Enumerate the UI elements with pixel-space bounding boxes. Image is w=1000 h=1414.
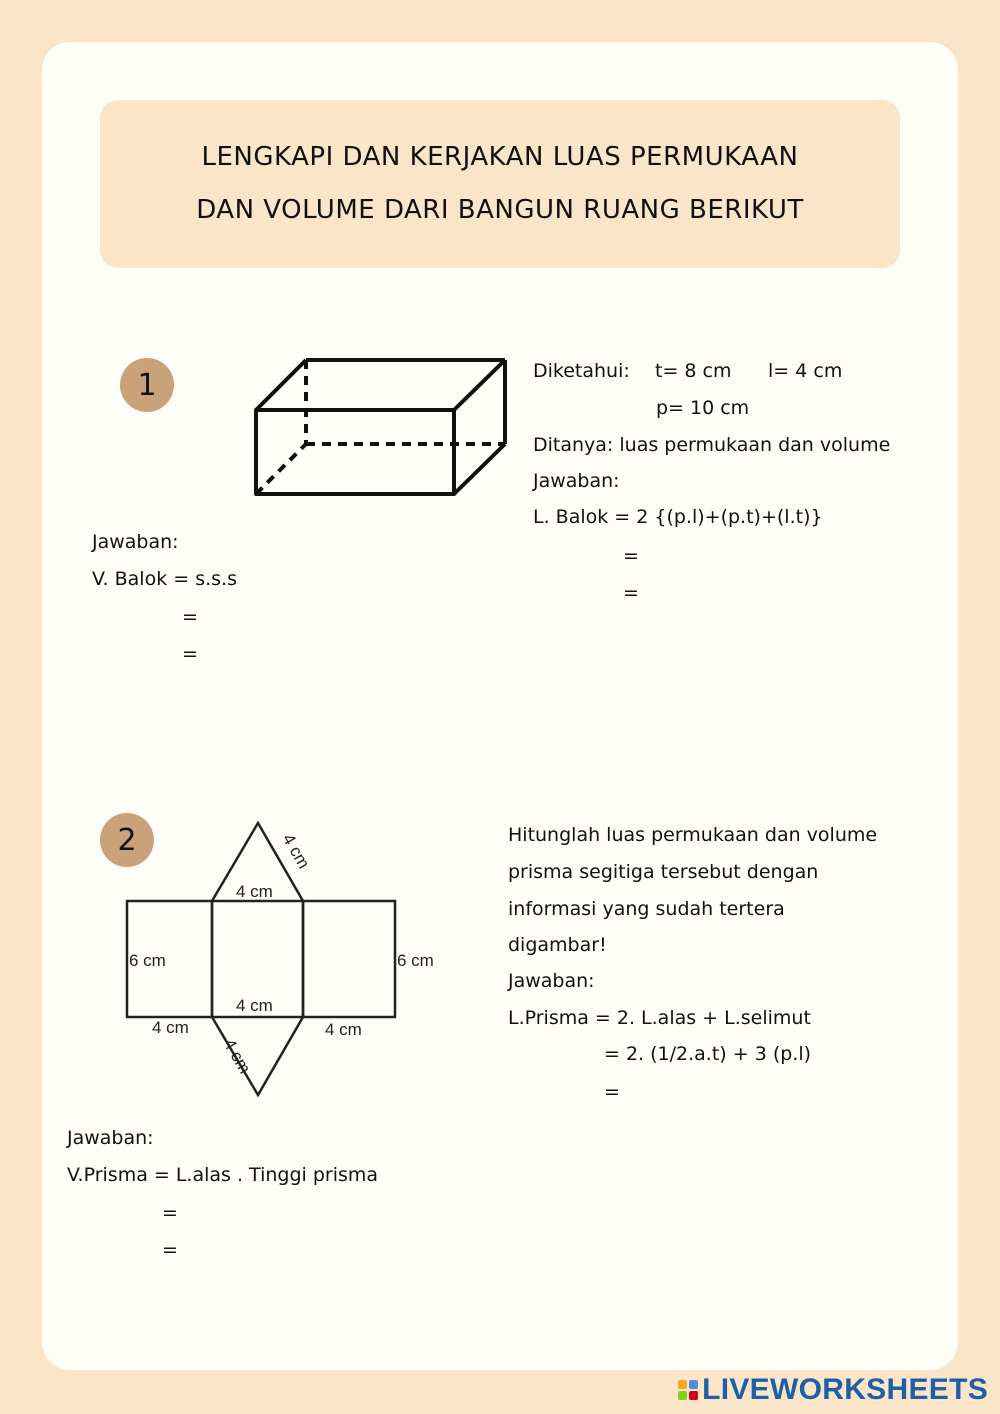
- instruction-line-1: Hitunglah luas permukaan dan volume: [508, 824, 878, 846]
- ditanya-text: Ditanya: luas permukaan dan volume: [533, 434, 891, 456]
- title-line-1: LENGKAPI DAN KERJAKAN LUAS PERMUKAAN: [201, 142, 799, 172]
- volume-step-1: =: [182, 606, 198, 628]
- instruction-line-3: informasi yang sudah tertera: [508, 898, 785, 920]
- given-l: l= 4 cm: [768, 360, 843, 382]
- given-t: t= 8 cm: [655, 360, 732, 382]
- surface-area-step-2-1: = 2. (1/2.a.t) + 3 (p.l): [604, 1043, 812, 1065]
- jawaban-label-left-2: Jawaban:: [67, 1127, 154, 1149]
- net-bottom-triangle: [212, 1017, 303, 1095]
- net-label-center-bottom: 4 cm: [236, 996, 273, 1015]
- diketahui-label: Diketahui:: [533, 360, 630, 382]
- net-label-top-slant: 4 cm: [278, 830, 314, 872]
- surface-area-step-2-2: =: [604, 1081, 620, 1103]
- net-label-left-bottom: 4 cm: [152, 1018, 189, 1037]
- liveworksheets-brand-text: LIVEWORKSHEETS: [702, 1373, 988, 1406]
- net-right-rectangle: [303, 901, 395, 1017]
- jawaban-label-left-1: Jawaban:: [92, 531, 179, 553]
- net-label-right-height: 6 cm: [397, 951, 434, 970]
- surface-area-formula-2: L.Prisma = 2. L.alas + L.selimut: [508, 1007, 811, 1029]
- instruction-line-4: digambar!: [508, 934, 607, 956]
- instruction-line-2: prisma segitiga tersebut dengan: [508, 861, 819, 883]
- liveworksheets-logo-icon: [678, 1380, 698, 1400]
- volume-formula-2: V.Prisma = L.alas . Tinggi prisma: [67, 1164, 379, 1186]
- jawaban-label-right-2: Jawaban:: [508, 970, 595, 992]
- given-p: p= 10 cm: [656, 397, 750, 419]
- net-label-left-height: 6 cm: [129, 951, 166, 970]
- surface-area-formula-1: L. Balok = 2 {(p.l)+(p.t)+(l.t)}: [533, 506, 823, 528]
- surface-area-step-2: =: [623, 582, 639, 604]
- volume-formula-1: V. Balok = s.s.s: [92, 568, 237, 590]
- volume-step-2-2: =: [162, 1239, 178, 1261]
- net-label-right-bottom: 4 cm: [325, 1020, 362, 1039]
- jawaban-label-right-1: Jawaban:: [533, 470, 620, 492]
- volume-step-2: =: [182, 643, 198, 665]
- net-label-top-base: 4 cm: [236, 882, 273, 901]
- problem-1-number-badge: 1: [120, 358, 174, 412]
- problem-2-number-badge: 2: [100, 813, 154, 867]
- surface-area-step-1: =: [623, 545, 639, 567]
- net-label-bottom-slant: 4 cm: [219, 1035, 255, 1077]
- volume-step-2-1: =: [162, 1202, 178, 1224]
- title-line-2: DAN VOLUME DARI BANGUN RUANG BERIKUT: [196, 195, 804, 225]
- liveworksheets-logo: [678, 1372, 988, 1408]
